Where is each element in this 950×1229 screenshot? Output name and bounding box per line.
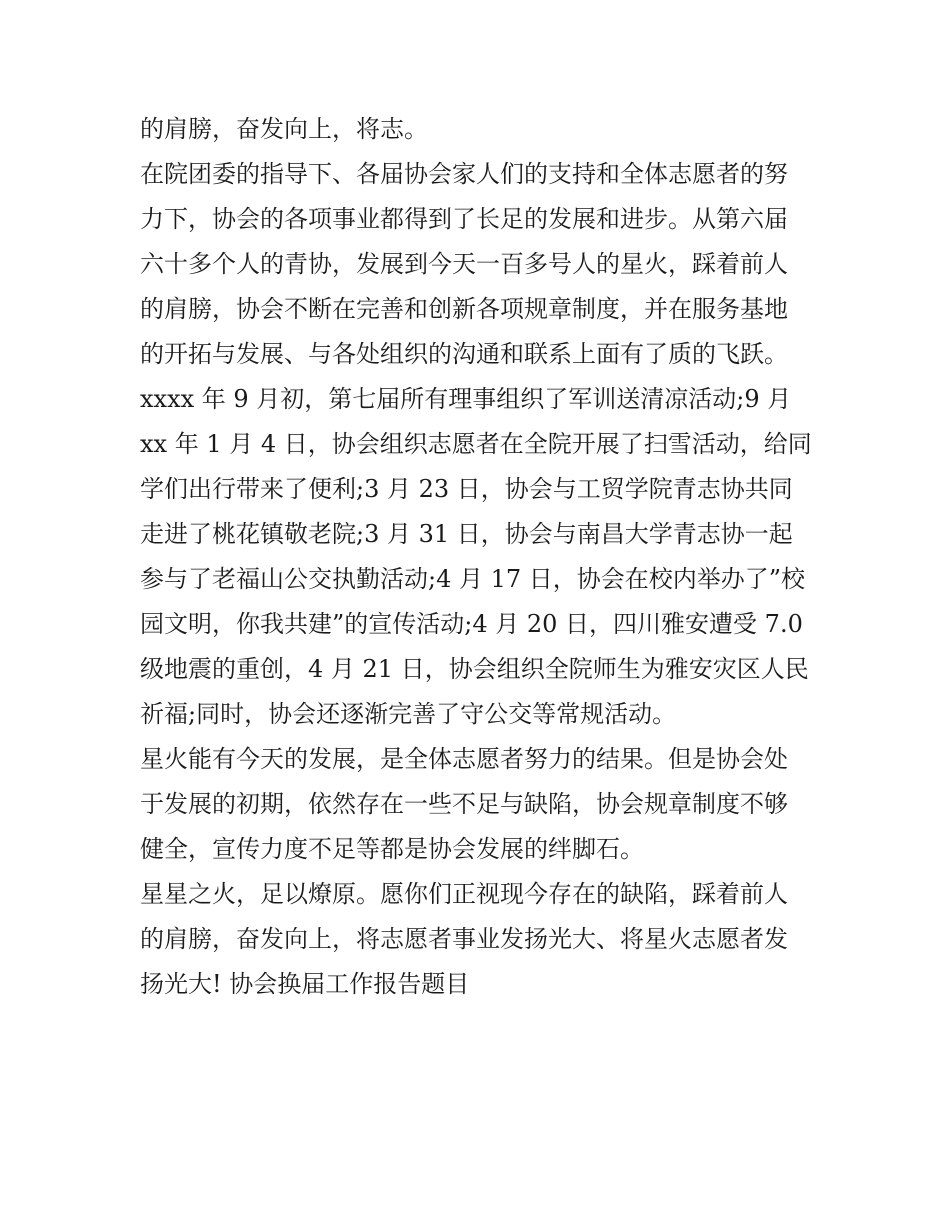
text-line: 参与了老福山公交执勤活动;4 月 17 日，协会在校内举办了”校 [140, 565, 806, 593]
text-line: 级地震的重创，4 月 21 日，协会组织全院师生为雅安灾区人民 [140, 655, 809, 683]
text-line: 扬光大! 协会换届工作报告题目 [140, 970, 470, 998]
text-line: 园文明，你我共建”的宣传活动;4 月 20 日，四川雅安遭受 7.0 [140, 610, 803, 638]
text-line: 走进了桃花镇敬老院;3 月 31 日，协会与南昌大学青志协一起 [140, 520, 793, 548]
text-line: 的肩膀，奋发向上，将志愿者事业发扬光大、将星火志愿者发 [140, 925, 788, 953]
text-line: 在院团委的指导下、各届协会家人们的支持和全体志愿者的努 [140, 160, 788, 188]
text-line: 六十多个人的青协，发展到今天一百多号人的星火，踩着前人 [140, 250, 788, 278]
text-line: 星火能有今天的发展，是全体志愿者努力的结果。但是协会处 [140, 745, 788, 773]
text-line: 健全，宣传力度不足等都是协会发展的绊脚石。 [140, 835, 644, 863]
text-line: xx 年 1 月 4 日，协会组织志愿者在全院开展了扫雪活动，给同 [140, 430, 812, 458]
document-body [140, 107, 820, 1007]
text-line: 学们出行带来了便利;3 月 23 日，协会与工贸学院青志协共同 [140, 475, 793, 503]
text-line: 祈福;同时，协会还逐渐完善了守公交等常规活动。 [140, 700, 677, 728]
text-line: 于发展的初期，依然存在一些不足与缺陷，协会规章制度不够 [140, 790, 788, 818]
text-line: 的开拓与发展、与各处组织的沟通和联系上面有了质的飞跃。 [140, 340, 788, 368]
text-line: 力下，协会的各项事业都得到了长足的发展和进步。从第六届 [140, 205, 788, 233]
text-line: xxxx 年 9 月初，第七届所有理事组织了军训送清凉活动;9 月 [140, 385, 792, 413]
text-line: 的肩膀，协会不断在完善和创新各项规章制度，并在服务基地 [140, 295, 788, 323]
text-line: 星星之火，足以燎原。愿你们正视现今存在的缺陷，踩着前人 [140, 880, 788, 908]
text-line: 的肩膀，奋发向上，将志。 [140, 115, 428, 143]
